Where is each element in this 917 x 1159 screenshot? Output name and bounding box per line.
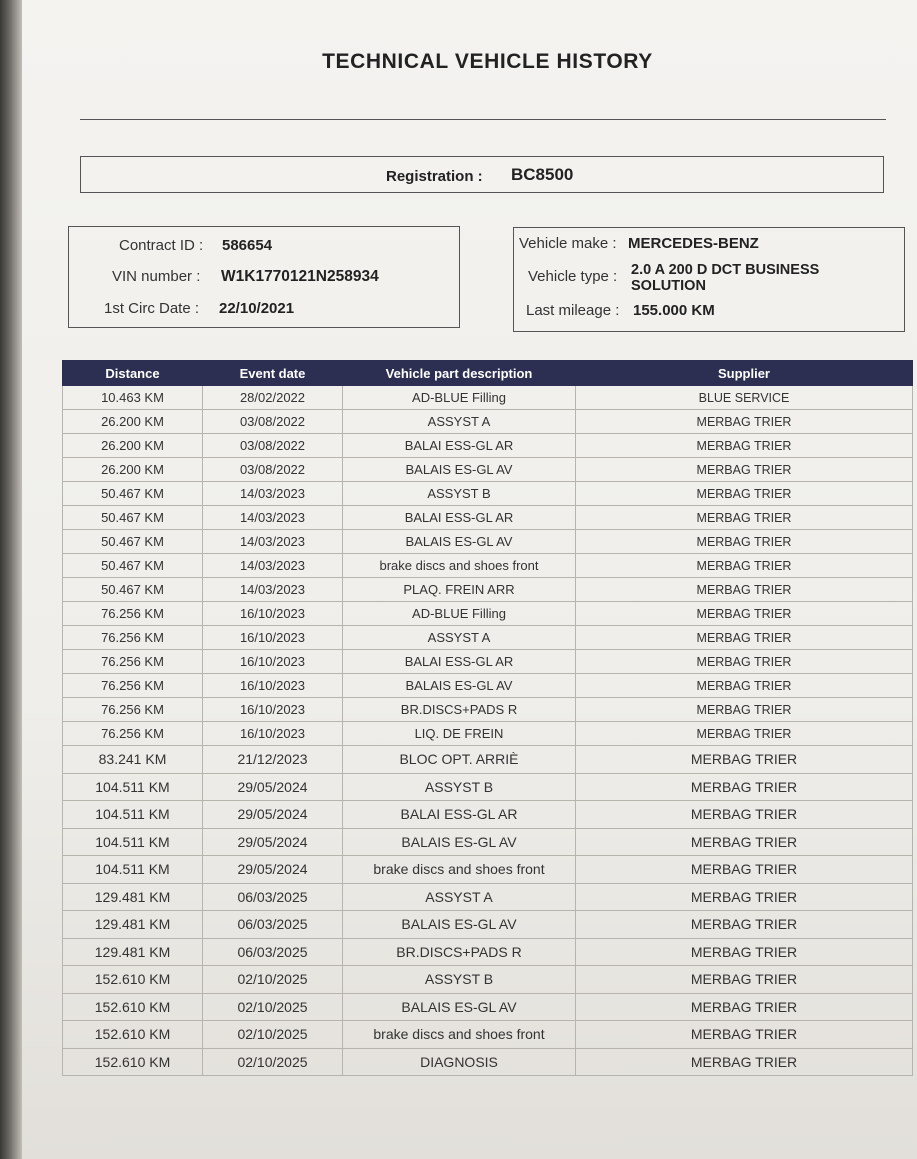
vehicle-type-label: Vehicle type : [528,268,618,285]
cell-supplier: MERBAG TRIER [576,482,913,506]
cell-event-date: 02/10/2025 [203,1048,343,1076]
cell-event-date: 16/10/2023 [203,626,343,650]
first-circ-value: 22/10/2021 [219,300,295,317]
registration-label: Registration : [386,168,483,185]
cell-part-description: BALAIS ES-GL AV [343,458,576,482]
cell-supplier: BLUE SERVICE [576,386,913,410]
cell-event-date: 21/12/2023 [203,746,343,774]
cell-event-date: 29/05/2024 [203,856,343,884]
cell-distance: 50.467 KM [63,506,203,530]
cell-part-description: BR.DISCS+PADS R [343,698,576,722]
table-row [63,506,913,530]
cell-part-description: BALAI ESS-GL AR [343,650,576,674]
table-row [63,458,913,482]
cell-part-description: ASSYST B [343,482,576,506]
cell-distance: 104.511 KM [63,856,203,884]
header-distance: Distance [63,361,203,386]
cell-part-description: ASSYST B [343,773,576,801]
cell-distance: 76.256 KM [63,722,203,746]
cell-event-date: 28/02/2022 [203,386,343,410]
table-row [63,883,913,911]
page-edge-shadow [0,0,24,1159]
table-row [63,386,913,410]
cell-distance: 104.511 KM [63,801,203,829]
table-row [63,434,913,458]
header-event-date: Event date [203,361,343,386]
table-row [63,828,913,856]
header-part-description: Vehicle part description [343,361,576,386]
contract-id-value: 586654 [222,237,273,254]
cell-supplier: MERBAG TRIER [576,773,913,801]
cell-event-date: 02/10/2025 [203,1021,343,1049]
cell-distance: 152.610 KM [63,1021,203,1049]
cell-supplier: MERBAG TRIER [576,530,913,554]
cell-distance: 76.256 KM [63,626,203,650]
cell-event-date: 03/08/2022 [203,458,343,482]
table-row [63,856,913,884]
cell-event-date: 03/08/2022 [203,410,343,434]
vin-value: W1K1770121N258934 [221,268,379,285]
table-row [63,1021,913,1049]
cell-part-description: brake discs and shoes front [343,1021,576,1049]
cell-distance: 26.200 KM [63,434,203,458]
cell-part-description: ASSYST A [343,883,576,911]
cell-distance: 50.467 KM [63,554,203,578]
cell-part-description: BALAI ESS-GL AR [343,506,576,530]
cell-distance: 50.467 KM [63,482,203,506]
table-row [63,674,913,698]
table-row [63,650,913,674]
table-row [63,578,913,602]
cell-part-description: BALAIS ES-GL AV [343,911,576,939]
cell-event-date: 14/03/2023 [203,530,343,554]
cell-distance: 76.256 KM [63,602,203,626]
cell-event-date: 16/10/2023 [203,650,343,674]
cell-distance: 129.481 KM [63,883,203,911]
cell-event-date: 14/03/2023 [203,554,343,578]
cell-supplier: MERBAG TRIER [576,883,913,911]
cell-event-date: 29/05/2024 [203,773,343,801]
table-row [63,410,913,434]
cell-event-date: 16/10/2023 [203,722,343,746]
cell-event-date: 03/08/2022 [203,434,343,458]
title-divider [80,119,886,120]
table-row [63,554,913,578]
cell-distance: 26.200 KM [63,410,203,434]
table-row [63,1048,913,1076]
first-circ-label: 1st Circ Date : [104,300,200,317]
cell-supplier: MERBAG TRIER [576,674,913,698]
header-supplier: Supplier [576,361,913,386]
table-row [63,698,913,722]
cell-part-description: BALAIS ES-GL AV [343,530,576,554]
cell-distance: 152.610 KM [63,966,203,994]
cell-supplier: MERBAG TRIER [576,1048,913,1076]
cell-event-date: 16/10/2023 [203,698,343,722]
cell-part-description: ASSYST A [343,626,576,650]
cell-part-description: ASSYST A [343,410,576,434]
table-row [63,722,913,746]
cell-part-description: ASSYST B [343,966,576,994]
cell-supplier: MERBAG TRIER [576,911,913,939]
cell-event-date: 29/05/2024 [203,801,343,829]
cell-part-description: brake discs and shoes front [343,856,576,884]
cell-part-description: BALAI ESS-GL AR [343,434,576,458]
table-row [63,626,913,650]
cell-distance: 129.481 KM [63,911,203,939]
cell-event-date: 06/03/2025 [203,883,343,911]
cell-supplier: MERBAG TRIER [576,578,913,602]
cell-part-description: PLAQ. FREIN ARR [343,578,576,602]
cell-supplier: MERBAG TRIER [576,966,913,994]
cell-event-date: 14/03/2023 [203,578,343,602]
cell-distance: 104.511 KM [63,773,203,801]
table-row [63,966,913,994]
contract-info-box [68,226,460,328]
table-row [63,530,913,554]
cell-distance: 76.256 KM [63,650,203,674]
cell-part-description: AD-BLUE Filling [343,386,576,410]
cell-supplier: MERBAG TRIER [576,434,913,458]
table-row [63,938,913,966]
cell-part-description: BALAIS ES-GL AV [343,674,576,698]
cell-supplier: MERBAG TRIER [576,506,913,530]
cell-supplier: MERBAG TRIER [576,1021,913,1049]
cell-event-date: 02/10/2025 [203,993,343,1021]
cell-event-date: 02/10/2025 [203,966,343,994]
table-row [63,993,913,1021]
vehicle-info-box [513,227,905,332]
cell-part-description: LIQ. DE FREIN [343,722,576,746]
vehicle-type-value-line2: SOLUTION [631,278,706,294]
cell-event-date: 16/10/2023 [203,674,343,698]
cell-supplier: MERBAG TRIER [576,746,913,774]
cell-supplier: MERBAG TRIER [576,856,913,884]
history-table [62,360,913,1076]
cell-supplier: MERBAG TRIER [576,410,913,434]
cell-part-description: BALAIS ES-GL AV [343,828,576,856]
cell-distance: 76.256 KM [63,698,203,722]
cell-supplier: MERBAG TRIER [576,602,913,626]
table-row [63,482,913,506]
contract-id-label: Contract ID : [119,237,204,254]
cell-supplier: MERBAG TRIER [576,458,913,482]
cell-supplier: MERBAG TRIER [576,801,913,829]
cell-part-description: AD-BLUE Filling [343,602,576,626]
vehicle-make-value: MERCEDES-BENZ [628,235,759,252]
cell-distance: 26.200 KM [63,458,203,482]
last-mileage-label: Last mileage : [526,302,620,319]
cell-part-description: BR.DISCS+PADS R [343,938,576,966]
vehicle-type-value-line1: 2.0 A 200 D DCT BUSINESS [631,262,820,278]
cell-supplier: MERBAG TRIER [576,938,913,966]
cell-distance: 129.481 KM [63,938,203,966]
last-mileage-value: 155.000 KM [633,302,715,319]
cell-part-description: BALAI ESS-GL AR [343,801,576,829]
registration-value: BC8500 [511,165,574,184]
cell-event-date: 29/05/2024 [203,828,343,856]
cell-distance: 76.256 KM [63,674,203,698]
table-row [63,773,913,801]
vin-label: VIN number : [112,268,201,285]
vehicle-make-label: Vehicle make : [519,235,617,252]
cell-distance: 83.241 KM [63,746,203,774]
cell-part-description: BALAIS ES-GL AV [343,993,576,1021]
cell-supplier: MERBAG TRIER [576,993,913,1021]
cell-event-date: 16/10/2023 [203,602,343,626]
cell-distance: 10.463 KM [63,386,203,410]
cell-event-date: 06/03/2025 [203,911,343,939]
cell-part-description: brake discs and shoes front [343,554,576,578]
cell-distance: 50.467 KM [63,578,203,602]
cell-event-date: 06/03/2025 [203,938,343,966]
table-header-row [63,361,913,386]
cell-supplier: MERBAG TRIER [576,722,913,746]
table-row [63,746,913,774]
cell-supplier: MERBAG TRIER [576,828,913,856]
registration-box [80,156,884,193]
table-row [63,911,913,939]
cell-part-description: DIAGNOSIS [343,1048,576,1076]
cell-supplier: MERBAG TRIER [576,554,913,578]
cell-distance: 152.610 KM [63,1048,203,1076]
table-row [63,602,913,626]
cell-distance: 50.467 KM [63,530,203,554]
cell-supplier: MERBAG TRIER [576,626,913,650]
cell-distance: 152.610 KM [63,993,203,1021]
cell-event-date: 14/03/2023 [203,482,343,506]
cell-distance: 104.511 KM [63,828,203,856]
cell-supplier: MERBAG TRIER [576,698,913,722]
document-title: TECHNICAL VEHICLE HISTORY [322,50,653,73]
table-row [63,801,913,829]
cell-event-date: 14/03/2023 [203,506,343,530]
cell-supplier: MERBAG TRIER [576,650,913,674]
cell-part-description: BLOC OPT. ARRIÈ [343,746,576,774]
